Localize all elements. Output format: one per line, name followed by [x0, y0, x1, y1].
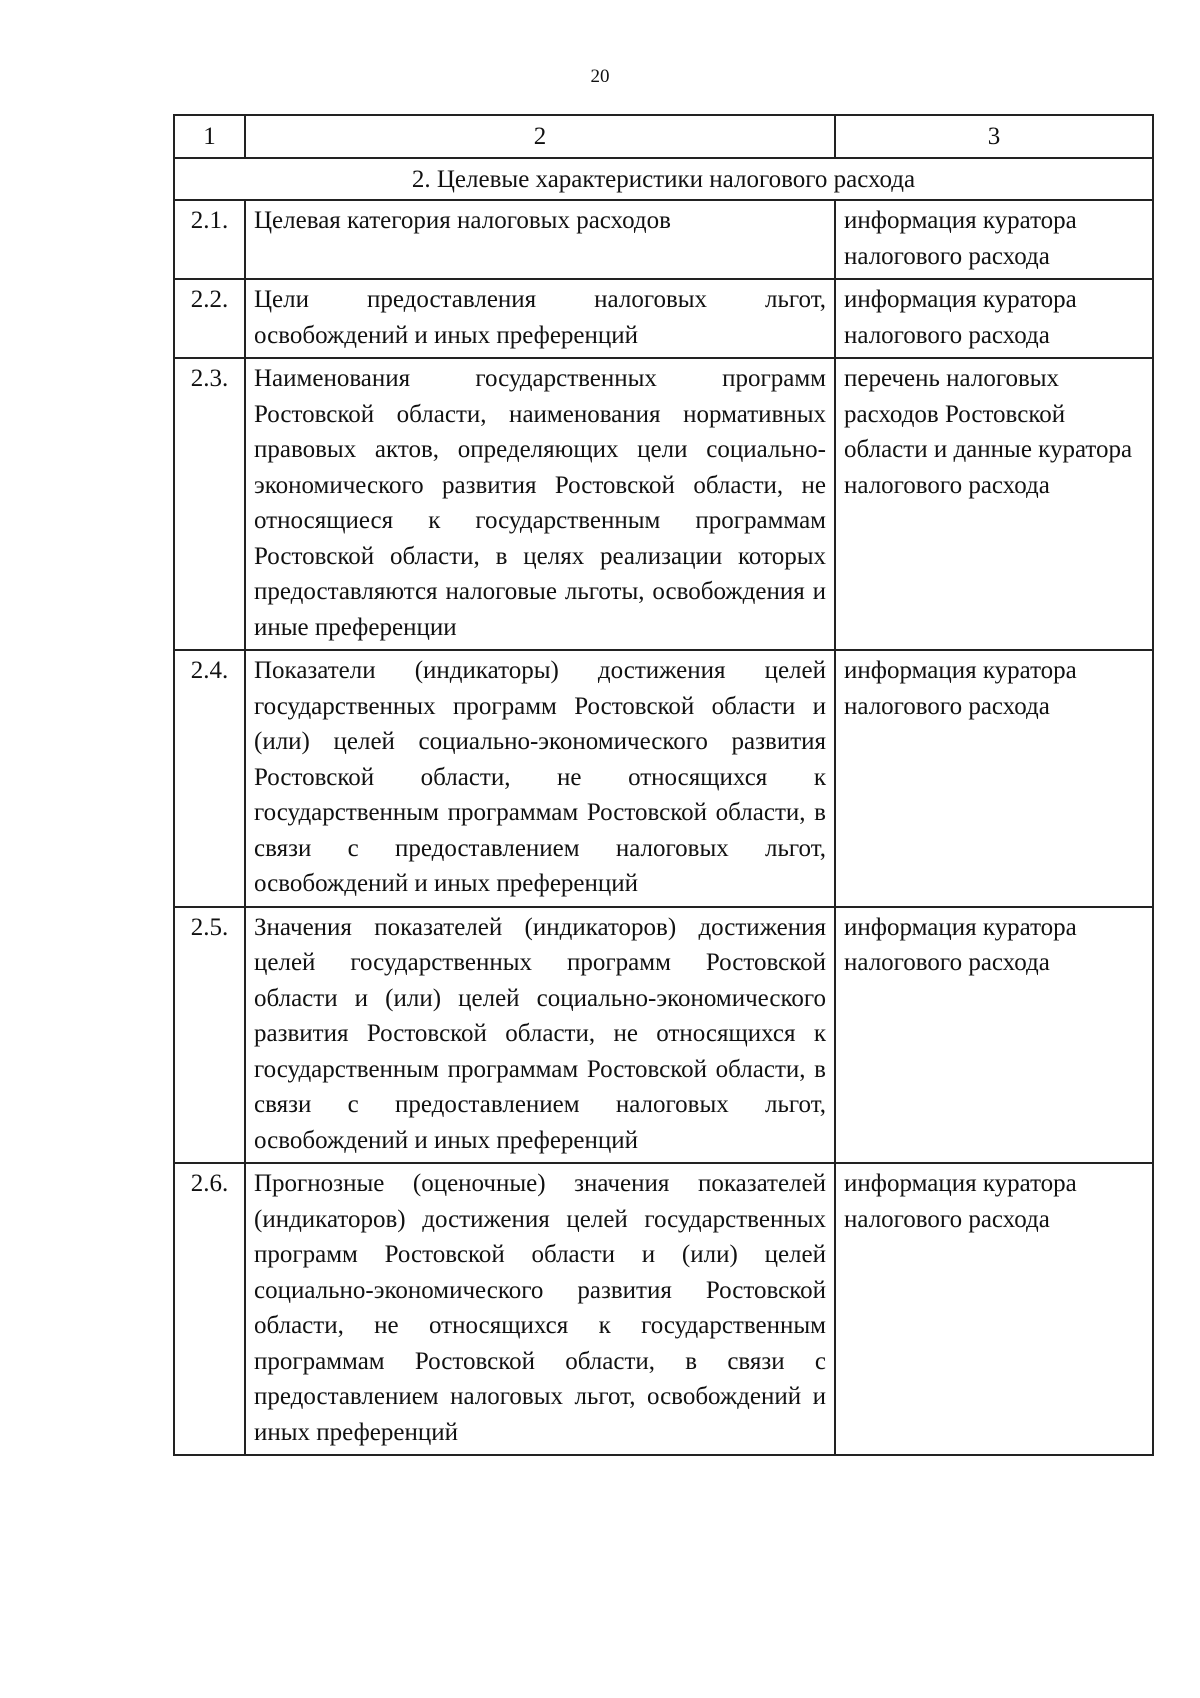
- row-number: 2.5.: [174, 907, 245, 1164]
- row-source: перечень налоговых расходов Ростовской области и данные куратора налогового расхода: [835, 358, 1153, 650]
- row-source: информация куратора налогового расхода: [835, 1163, 1153, 1455]
- table-row: [174, 907, 1153, 1164]
- row-number: 2.1.: [174, 200, 245, 279]
- row-description: Показатели (индикаторы) достижения целей государственных программ Ростовской области и (или) целей социально-экономического развития Ростовской области, не относящихся к государственным программам Ростовской области, в связи с предоставлением налоговых льгот, освобождений и иных преференций: [245, 650, 835, 907]
- row-number: 2.2.: [174, 279, 245, 358]
- row-description: Прогнозные (оценочные) значения показателей (индикаторов) достижения целей государственных программ Ростовской области и (или) целей социально-экономического развития Ростовской области, не относящихся к государственным программам Ростовской области, в связи с предоставлением налоговых льгот, освобождений и иных преференций: [245, 1163, 835, 1455]
- row-source: информация куратора налогового расхода: [835, 279, 1153, 358]
- table-row: [174, 650, 1153, 907]
- table-header-row: [174, 115, 1153, 158]
- row-description: Значения показателей (индикаторов) достижения целей государственных программ Ростовской области и (или) целей социально-экономического развития Ростовской области, не относящихся к государственным программам Ростовской области, в связи с предоставлением налоговых льгот, освобождений и иных преференций: [245, 907, 835, 1164]
- tax-expense-table: [173, 114, 1154, 1456]
- row-source: информация куратора налогового расхода: [835, 200, 1153, 279]
- column-header-3: 3: [835, 115, 1153, 158]
- row-description: Наименования государственных программ Ростовской области, наименования нормативных правовых актов, определяющих цели социально-экономического развития Ростовской области, не относящиеся к государственным программам Ростовской области, в целях реализации которых предоставляются налоговые льготы, освобождения и иные преференции: [245, 358, 835, 650]
- column-header-2: 2: [245, 115, 835, 158]
- row-number: 2.4.: [174, 650, 245, 907]
- table-row: [174, 279, 1153, 358]
- column-header-1: 1: [174, 115, 245, 158]
- row-number: 2.3.: [174, 358, 245, 650]
- page-number: 20: [590, 66, 610, 87]
- row-source: информация куратора налогового расхода: [835, 907, 1153, 1164]
- table-row: [174, 1163, 1153, 1455]
- table-row: [174, 358, 1153, 650]
- section-title-row: [174, 158, 1153, 201]
- row-source: информация куратора налогового расхода: [835, 650, 1153, 907]
- section-title: 2. Целевые характеристики налогового расхода: [174, 158, 1153, 201]
- row-description: Целевая категория налоговых расходов: [245, 200, 835, 279]
- row-number: 2.6.: [174, 1163, 245, 1455]
- table-row: [174, 200, 1153, 279]
- row-description: Цели предоставления налоговых льгот, освобождений и иных преференций: [245, 279, 835, 358]
